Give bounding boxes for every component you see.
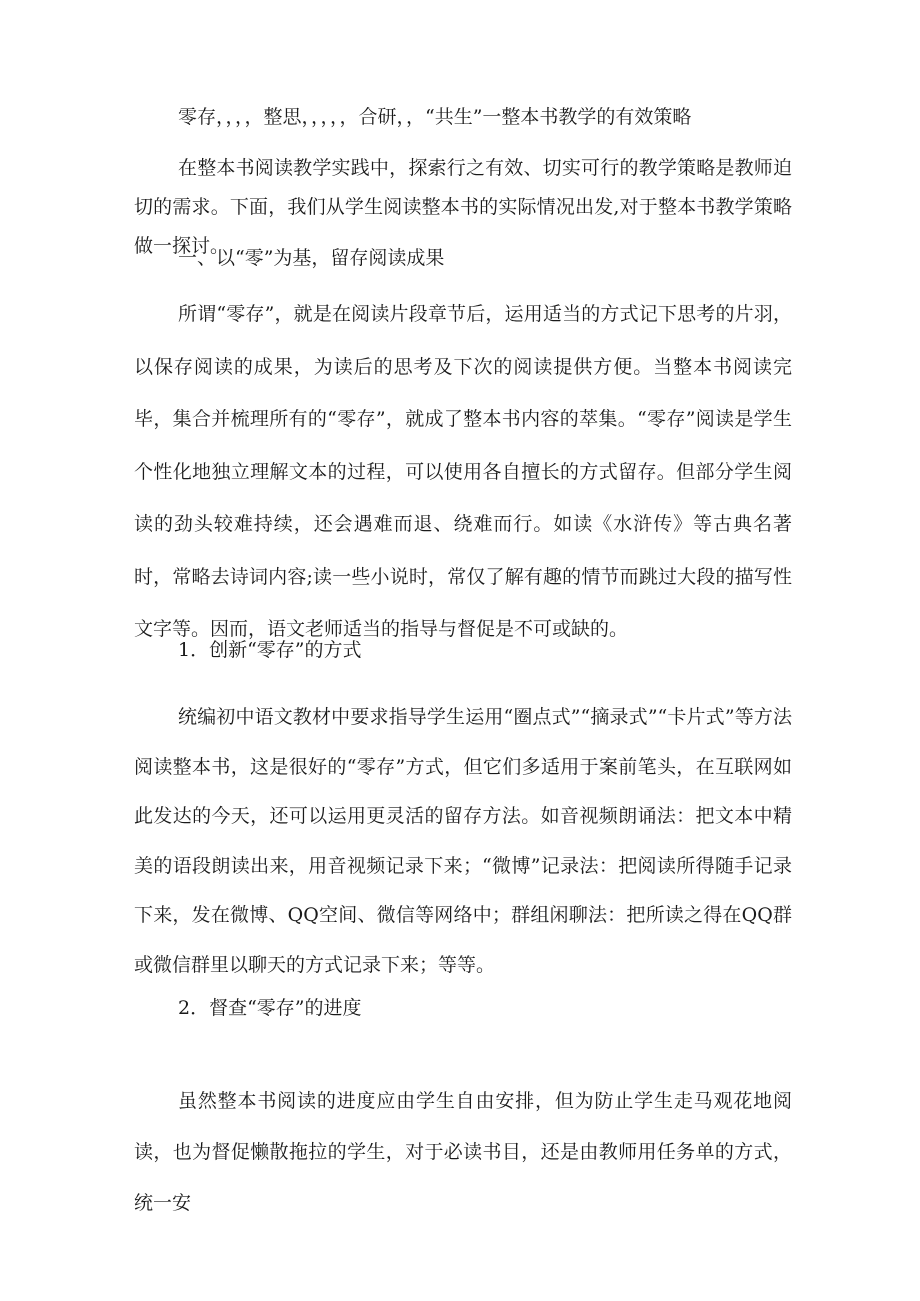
subsection-paragraph-1: 统编初中语文教材中要求指导学生运用“圈点式”“摘录式”“卡片式”等方法阅读整本书，这是很好的“零存”方式，但它们多适用于案前笔头，在互联网如此发达的今天，还可以运用更灵活的留存方法。如音视频朗诵法：把文本中精美的语段朗读出来，用音视频记录下来；“微博”记录法：把阅读所得随手记录下来，发在微博、QQ空间、微信等网络中；群组闲聊法：把所读之得在QQ群或微信群里以聊天的方式记录下来；等等。 [134,706,792,976]
subsection-paragraph-2: 虽然整本书阅读的进度应由学生自由安排，但为防止学生走马观花地阅读，也为督促懒散拖拉的学生，对于必读书目，还是由教师用任务单的方式，统一安 [134,1090,792,1214]
intro-paragraph: 在整本书阅读教学实践中，探索行之有效、切实可行的教学策略是教师迫切的需求。下面，我们从学生阅读整本书的实际情况出发,对于整本书教学策略做一探讨。 [134,157,792,257]
subsection-heading-1: 1．创新“零存”的方式 [178,639,362,661]
section-heading: 一、以“零”为基，留存阅读成果 [178,247,445,269]
subsection-heading-2: 2．督查“零存”的进度 [178,997,362,1019]
document-title: 零存，，，，整思，，，，，合研，，“共生”一整本书教学的有效策略 [178,106,692,128]
section-paragraph: 所谓“零存”，就是在阅读片段章节后，运用适当的方式记下思考的片羽，以保存阅读的成果，为读后的思考及下次的阅读提供方便。当整本书阅读完毕，集合并梳理所有的“零存”，就成了整本书内容的萃集。“零存”阅读是学生个性化地独立理解文本的过程，可以使用各自擅长的方式留存。但部分学生阅读的劲头较难持续，还会遇难而退、绕难而行。如读《水浒传》等古典名著时，常略去诗词内容;读一些小说时，常仅了解有趣的情节而跳过大段的描写性文字等。因而，语文老师适当的指导与督促是不可或缺的。 [134,303,792,640]
